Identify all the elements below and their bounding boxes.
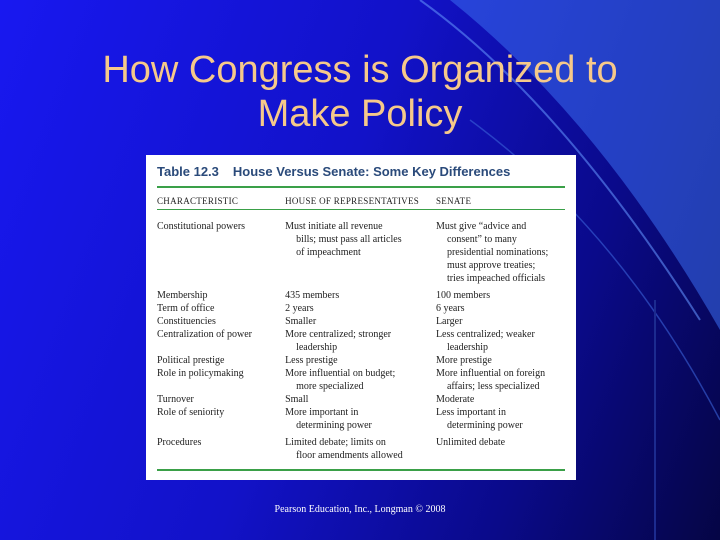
table-cell-c3: [436, 328, 565, 354]
cell-line: 100 members: [435, 290, 491, 301]
comparison-table: [146, 155, 576, 480]
cell-line: determining power: [296, 420, 372, 431]
table-cell-c3: [436, 393, 565, 406]
cell-line: Role of seniority: [157, 407, 225, 418]
table-cell-c1: [157, 354, 285, 367]
table-cell-c1: [157, 289, 285, 302]
cell-line: Constituencies: [157, 316, 216, 327]
table-body: [157, 220, 565, 462]
table-cell-c2: [285, 354, 436, 367]
cell-line: Less prestige: [285, 355, 338, 366]
table-cell-c1: [157, 220, 285, 285]
table-cell-c3: [436, 315, 565, 328]
cell-line: Small: [285, 394, 309, 405]
cell-line: Turnover: [157, 394, 194, 405]
cell-line: affairs; less specialized: [446, 381, 540, 392]
cell-line: determining power: [446, 420, 523, 431]
column-header-house: HOUSE OF REPRESENTATIVES: [285, 195, 420, 206]
cell-line: Moderate: [435, 394, 475, 405]
table-row: [157, 328, 565, 354]
table-row: [157, 302, 565, 315]
table-cell-c3: [436, 354, 565, 367]
table-cell-c2: [285, 367, 436, 393]
cell-line: tries impeached officials: [446, 273, 546, 284]
cell-line: Less important in: [435, 407, 506, 418]
table-cell-c3: [436, 406, 565, 432]
table-row: [157, 406, 565, 432]
cell-line: More prestige: [435, 355, 492, 366]
cell-line: Centralization of power: [157, 329, 252, 340]
table-number: Table 12.3: [157, 164, 219, 179]
table-cell-c1: [157, 315, 285, 328]
cell-line: more specialized: [296, 381, 364, 392]
cell-line: Less centralized; weaker: [435, 329, 535, 340]
table-cell-c3: [436, 436, 565, 462]
cell-line: Political prestige: [157, 355, 225, 366]
table-row: [157, 367, 565, 393]
cell-line: 2 years: [285, 303, 314, 314]
table-cell-c1: [157, 393, 285, 406]
copyright-footer: Pearson Education, Inc., Longman © 2008: [274, 504, 446, 515]
cell-line: Role in policymaking: [157, 368, 244, 379]
cell-line: bills; must pass all articles: [296, 234, 402, 245]
table-cell-c1: [157, 367, 285, 393]
cell-line: More important in: [285, 407, 359, 418]
title-line-1: How Congress is Organized to: [102, 49, 618, 91]
cell-line: Limited debate; limits on: [285, 437, 386, 448]
cell-line: More influential on foreign: [435, 368, 546, 379]
cell-line: Unlimited debate: [435, 437, 506, 448]
cell-line: More influential on budget;: [285, 368, 396, 379]
cell-line: Term of office: [157, 303, 215, 314]
cell-line: Procedures: [157, 437, 202, 448]
column-headers: [157, 192, 565, 210]
table-row: [157, 289, 565, 302]
table-cell-c3: [436, 367, 565, 393]
cell-line: floor amendments allowed: [296, 450, 403, 461]
table-cell-c3: [436, 302, 565, 315]
cell-line: leadership: [296, 342, 338, 353]
column-header-senate: SENATE: [435, 195, 472, 206]
table-row: [157, 315, 565, 328]
table-cell-c2: [285, 315, 436, 328]
cell-line: of impeachment: [296, 247, 361, 258]
table-row: [157, 436, 565, 462]
table-cell-c2: [285, 436, 436, 462]
title-line-2: Make Policy: [257, 93, 463, 135]
cell-line: 6 years: [435, 303, 465, 314]
cell-line: Larger: [435, 316, 463, 327]
table-row: [157, 393, 565, 406]
cell-line: consent” to many: [446, 234, 517, 245]
cell-line: Must give “advice and: [435, 221, 527, 232]
table-cell-c1: [157, 302, 285, 315]
table-cell-c2: [285, 406, 436, 432]
cell-line: leadership: [446, 342, 489, 353]
table-title: House Versus Senate: Some Key Differences: [232, 164, 511, 179]
slide-title: [40, 48, 680, 136]
cell-line: Constitutional powers: [157, 221, 246, 232]
table-cell-c3: [436, 220, 565, 285]
column-header-characteristic: CHARACTERISTIC: [157, 195, 239, 206]
cell-line: More centralized; stronger: [285, 329, 392, 340]
cell-line: Must initiate all revenue: [285, 221, 383, 232]
table-cell-c2: [285, 328, 436, 354]
table-row: [157, 220, 565, 285]
table-cell-c2: [285, 393, 436, 406]
cell-line: must approve treaties;: [446, 260, 536, 271]
cell-line: presidential nominations;: [446, 247, 549, 258]
cell-line: Smaller: [285, 316, 317, 327]
table-cell-c2: [285, 220, 436, 285]
cell-line: Membership: [157, 290, 208, 301]
table-cell-c1: [157, 328, 285, 354]
table-bottom-rule: [157, 469, 565, 471]
table-cell-c1: [157, 406, 285, 432]
table-cell-c2: [285, 289, 436, 302]
table-header: [157, 164, 565, 188]
table-cell-c3: [436, 289, 565, 302]
table-cell-c1: [157, 436, 285, 462]
table-row: [157, 354, 565, 367]
cell-line: 435 members: [285, 290, 340, 301]
table-cell-c2: [285, 302, 436, 315]
